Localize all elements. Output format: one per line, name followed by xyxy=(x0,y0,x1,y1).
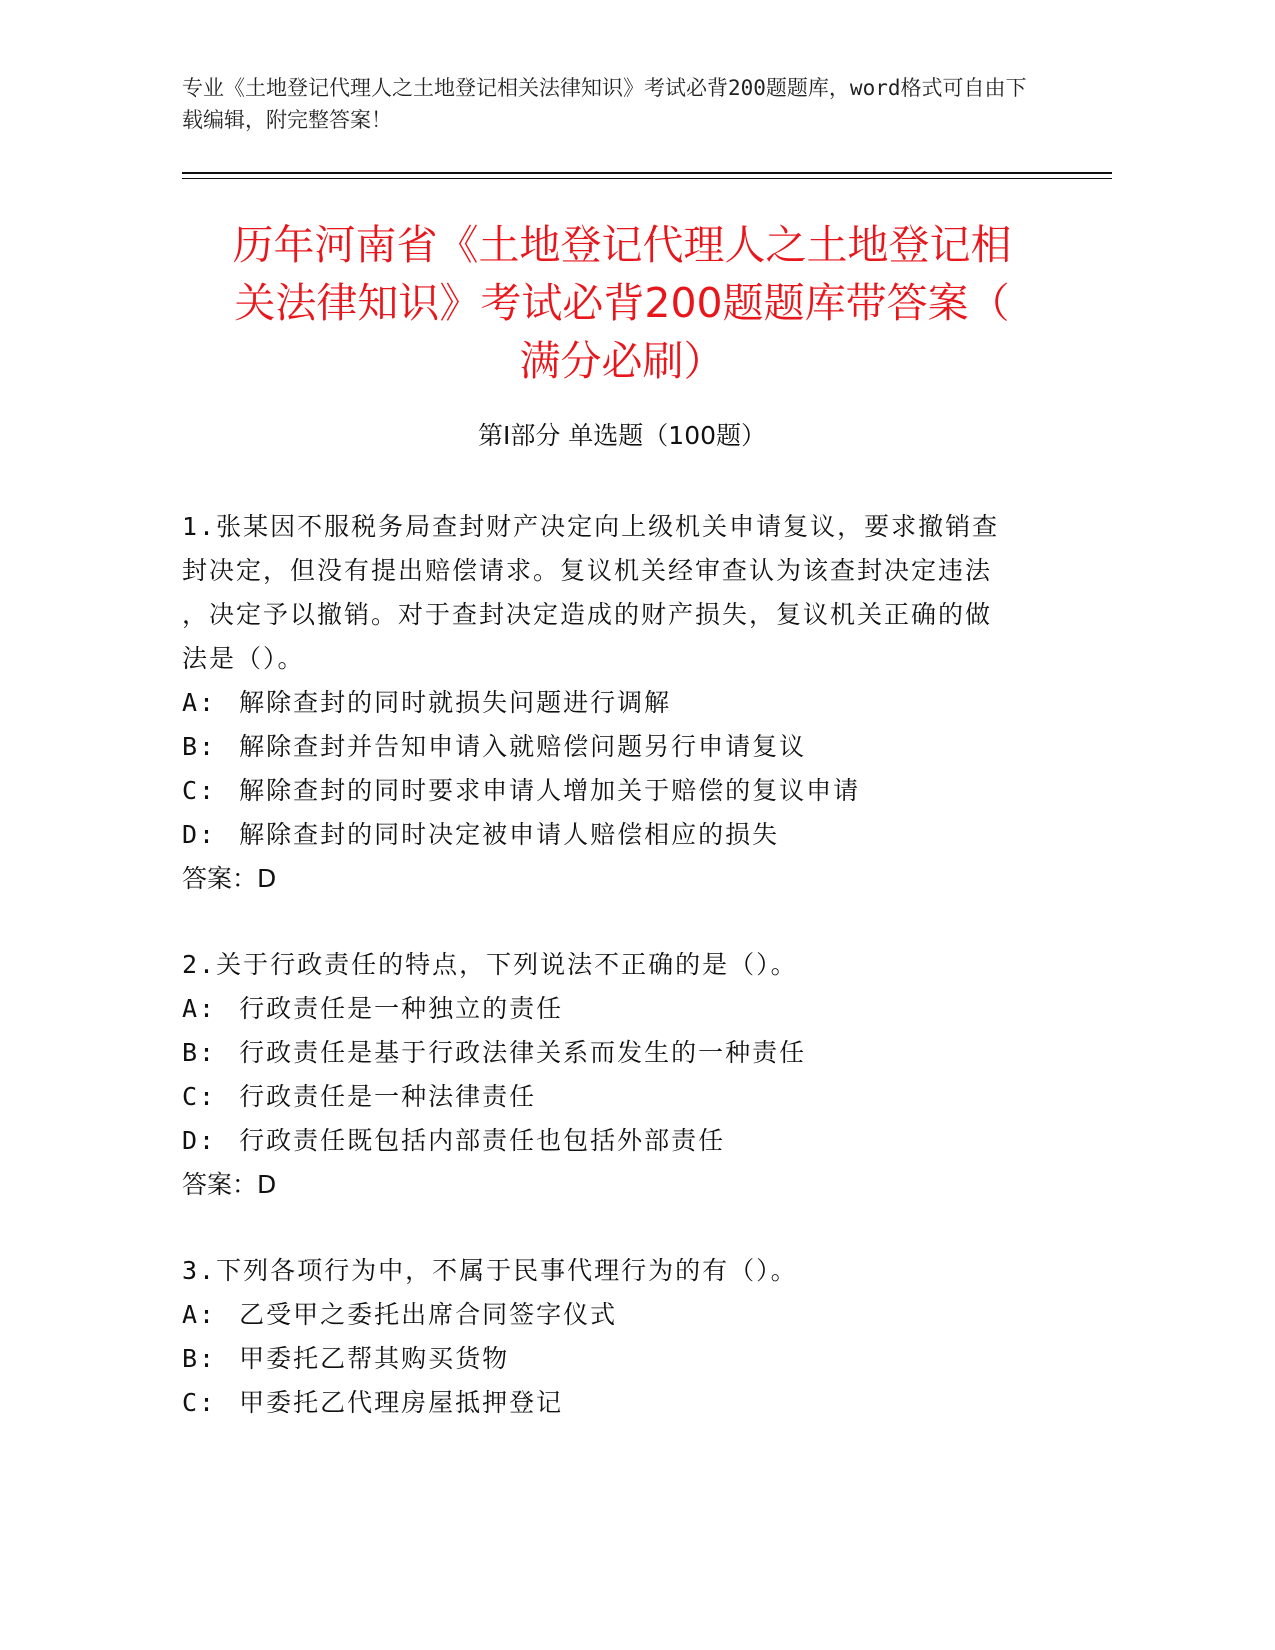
stem-line: 1.张某因不服税务局查封财产决定向上级机关申请复议，要求撤销查 xyxy=(182,512,1000,541)
question-stem xyxy=(182,943,1062,987)
question-stem xyxy=(182,505,1062,681)
header-note: 专业《土地登记代理人之土地登记相关法律知识》考试必背200题题库，word格式可自由下载编辑，附完整答案！ xyxy=(182,76,1027,132)
question-1 xyxy=(182,505,1062,901)
stem-line: 3.下列各项行为中，不属于民事代理行为的有（）。 xyxy=(182,1256,798,1285)
document-title xyxy=(182,216,1062,390)
header-rule-thin xyxy=(182,178,1112,179)
option-text: 行政责任是基于行政法律关系而发生的一种责任 xyxy=(239,1038,807,1067)
option-key: C: xyxy=(182,1082,217,1111)
option-text: 解除查封的同时决定被申请人赔偿相应的损失 xyxy=(239,820,780,849)
option-text: 行政责任是一种独立的责任 xyxy=(239,994,564,1023)
answer-line: 答案：D xyxy=(182,1170,277,1199)
option-a xyxy=(182,987,1062,1031)
option-a xyxy=(182,1293,1062,1337)
option-c xyxy=(182,769,1062,813)
option-key: B: xyxy=(182,1344,217,1373)
option-key: A: xyxy=(182,994,217,1023)
stem-line: 法是（）。 xyxy=(182,644,305,673)
question-2 xyxy=(182,943,1062,1207)
option-text: 行政责任既包括内部责任也包括外部责任 xyxy=(239,1126,726,1155)
option-text: 甲委托乙帮其购买货物 xyxy=(239,1344,510,1373)
stem-line: 2.关于行政责任的特点，下列说法不正确的是（）。 xyxy=(182,950,798,979)
option-key: A: xyxy=(182,1300,217,1329)
option-d xyxy=(182,1119,1062,1163)
option-key: D: xyxy=(182,820,217,849)
header-rule-thick xyxy=(182,172,1112,174)
option-key: C: xyxy=(182,1388,217,1417)
option-text: 行政责任是一种法律责任 xyxy=(239,1082,537,1111)
title-line: 关法律知识》考试必背200题题库带答案（ xyxy=(234,279,1010,327)
stem-line: ，决定予以撤销。对于查封决定造成的财产损失，复议机关正确的做 xyxy=(182,600,993,629)
question-3 xyxy=(182,1249,1062,1425)
option-c xyxy=(182,1075,1062,1119)
option-key: B: xyxy=(182,1038,217,1067)
title-line: 历年河南省《土地登记代理人之土地登记相 xyxy=(232,221,1012,269)
option-key: A: xyxy=(182,688,217,717)
option-key: D: xyxy=(182,1126,217,1155)
option-b xyxy=(182,1337,1062,1381)
option-d xyxy=(182,813,1062,857)
answer-line: 答案：D xyxy=(182,864,277,893)
option-b xyxy=(182,1031,1062,1075)
question-list xyxy=(182,505,1062,1467)
option-text: 解除查封的同时就损失问题进行调解 xyxy=(239,688,672,717)
option-b xyxy=(182,725,1062,769)
section-heading: 第Ⅰ部分 单选题（100题） xyxy=(477,421,767,450)
question-stem xyxy=(182,1249,1062,1293)
option-text: 解除查封并告知申请入就赔偿问题另行申请复议 xyxy=(239,732,807,761)
stem-line: 封决定，但没有提出赔偿请求。复议机关经审查认为该查封决定违法 xyxy=(182,556,993,585)
option-text: 解除查封的同时要求申请人增加关于赔偿的复议申请 xyxy=(239,776,861,805)
option-c xyxy=(182,1381,1062,1425)
option-a xyxy=(182,681,1062,725)
option-key: B: xyxy=(182,732,217,761)
option-text: 乙受甲之委托出席合同签字仪式 xyxy=(239,1300,618,1329)
title-line: 满分必刷） xyxy=(519,337,725,385)
option-key: C: xyxy=(182,776,217,805)
option-text: 甲委托乙代理房屋抵押登记 xyxy=(239,1388,564,1417)
